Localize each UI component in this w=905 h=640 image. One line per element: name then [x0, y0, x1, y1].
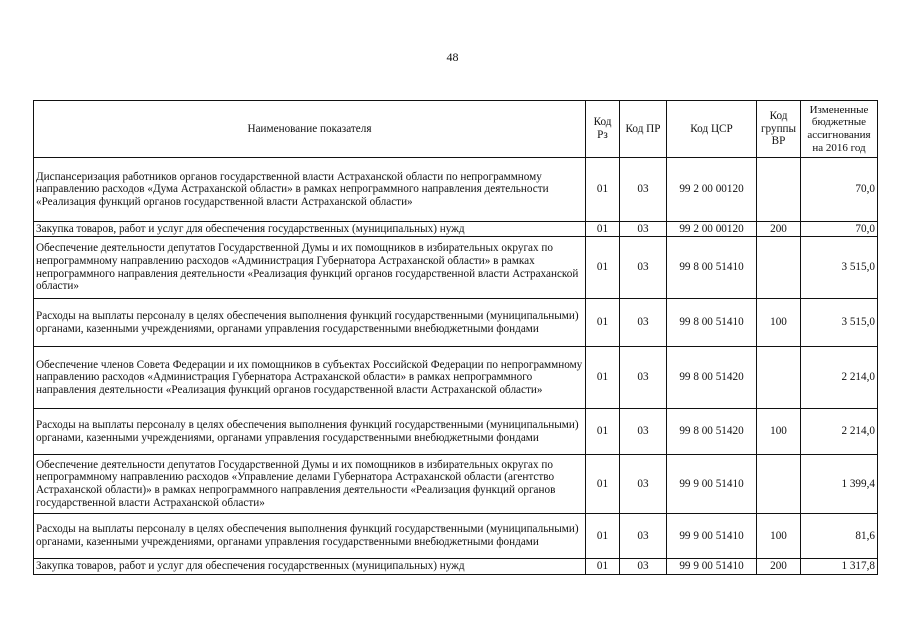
row-pr: 03 — [620, 222, 667, 237]
row-csr: 99 9 00 51410 — [667, 514, 757, 559]
row-csr: 99 8 00 51410 — [667, 299, 757, 347]
row-pr: 03 — [620, 559, 667, 575]
table-row — [34, 409, 878, 455]
row-vr: 100 — [757, 409, 801, 455]
table-row — [34, 455, 878, 514]
row-rz: 01 — [586, 158, 620, 222]
row-csr: 99 8 00 51420 — [667, 409, 757, 455]
table-row — [34, 237, 878, 299]
row-amount: 1 399,4 — [801, 455, 878, 514]
row-name: Закупка товаров, работ и услуг для обеспечения государственных (муниципальных) нужд — [34, 222, 586, 237]
row-pr: 03 — [620, 514, 667, 559]
header-name: Наименование показателя — [34, 101, 586, 158]
row-vr: 100 — [757, 514, 801, 559]
row-amount: 2 214,0 — [801, 409, 878, 455]
row-name: Диспансеризация работников органов государственной власти Астраханской области по непрограммному направлению расходов «Дума Астраханской области» в рамках непрограммного направления деятельности «Реализация функций органов государственной власти Астраханской области» — [34, 158, 586, 222]
row-amount: 81,6 — [801, 514, 878, 559]
row-vr: 200 — [757, 222, 801, 237]
row-rz: 01 — [586, 222, 620, 237]
row-vr: 200 — [757, 559, 801, 575]
table-row — [34, 559, 878, 575]
row-name: Расходы на выплаты персоналу в целях обеспечения выполнения функций государственными (муниципальными) органами, казенными учреждениями, органами управления государственными внебюджетными фондами — [34, 299, 586, 347]
row-rz: 01 — [586, 409, 620, 455]
row-amount: 1 317,8 — [801, 559, 878, 575]
row-vr: 100 — [757, 299, 801, 347]
row-csr: 99 9 00 51410 — [667, 455, 757, 514]
table-header-row — [34, 101, 878, 158]
row-amount: 70,0 — [801, 222, 878, 237]
row-pr: 03 — [620, 158, 667, 222]
header-amount: Измененные бюджетные ассигнования на 2016 год — [801, 101, 878, 158]
table-body — [34, 158, 878, 575]
row-vr — [757, 455, 801, 514]
row-vr — [757, 347, 801, 409]
row-pr: 03 — [620, 409, 667, 455]
row-name: Обеспечение деятельности депутатов Государственной Думы и их помощников в избирательных округах по непрограммному направлению расходов «Администрация Губернатора Астраханской области» в рамках непрограммного направления деятельности «Реализация функций органов государственной власти Астраханской области» — [34, 237, 586, 299]
row-rz: 01 — [586, 559, 620, 575]
row-csr: 99 8 00 51420 — [667, 347, 757, 409]
header-csr: Код ЦСР — [667, 101, 757, 158]
row-name: Расходы на выплаты персоналу в целях обеспечения выполнения функций государственными (муниципальными) органами, казенными учреждениями, органами управления государственными внебюджетными фондами — [34, 514, 586, 559]
header-vr: Код группы ВР — [757, 101, 801, 158]
row-pr: 03 — [620, 237, 667, 299]
row-name: Обеспечение деятельности депутатов Государственной Думы и их помощников в избирательных округах по непрограммному направлению расходов «Управление делами Губернатора Астраханской области (агентство Астраханской области)» в рамках непрограммного направления деятельности «Реализация функций органов государственной власти Астраханской области» — [34, 455, 586, 514]
row-amount: 2 214,0 — [801, 347, 878, 409]
table-row — [34, 299, 878, 347]
row-rz: 01 — [586, 237, 620, 299]
row-rz: 01 — [586, 299, 620, 347]
row-csr: 99 9 00 51410 — [667, 559, 757, 575]
row-vr — [757, 237, 801, 299]
table-row — [34, 514, 878, 559]
row-pr: 03 — [620, 347, 667, 409]
budget-table — [33, 100, 878, 575]
row-amount: 70,0 — [801, 158, 878, 222]
row-name: Закупка товаров, работ и услуг для обеспечения государственных (муниципальных) нужд — [34, 559, 586, 575]
row-csr: 99 2 00 00120 — [667, 222, 757, 237]
row-amount: 3 515,0 — [801, 237, 878, 299]
row-rz: 01 — [586, 455, 620, 514]
row-vr — [757, 158, 801, 222]
header-pr: Код ПР — [620, 101, 667, 158]
header-rz: Код Рз — [586, 101, 620, 158]
row-csr: 99 2 00 00120 — [667, 158, 757, 222]
table-row — [34, 222, 878, 237]
page-number: 48 — [446, 50, 459, 64]
row-amount: 3 515,0 — [801, 299, 878, 347]
row-csr: 99 8 00 51410 — [667, 237, 757, 299]
row-name: Обеспечение членов Совета Федерации и их помощников в субъектах Российской Федерации по непрограммному направлению расходов «Администрация Губернатора Астраханской области» в рамках непрограммного направления деятельности «Реализация функций органов государственной власти Астраханской области» — [34, 347, 586, 409]
row-name: Расходы на выплаты персоналу в целях обеспечения выполнения функций государственными (муниципальными) органами, казенными учреждениями, органами управления государственными внебюджетными фондами — [34, 409, 586, 455]
row-pr: 03 — [620, 299, 667, 347]
row-pr: 03 — [620, 455, 667, 514]
table-row — [34, 347, 878, 409]
row-rz: 01 — [586, 347, 620, 409]
row-rz: 01 — [586, 514, 620, 559]
table-row — [34, 158, 878, 222]
